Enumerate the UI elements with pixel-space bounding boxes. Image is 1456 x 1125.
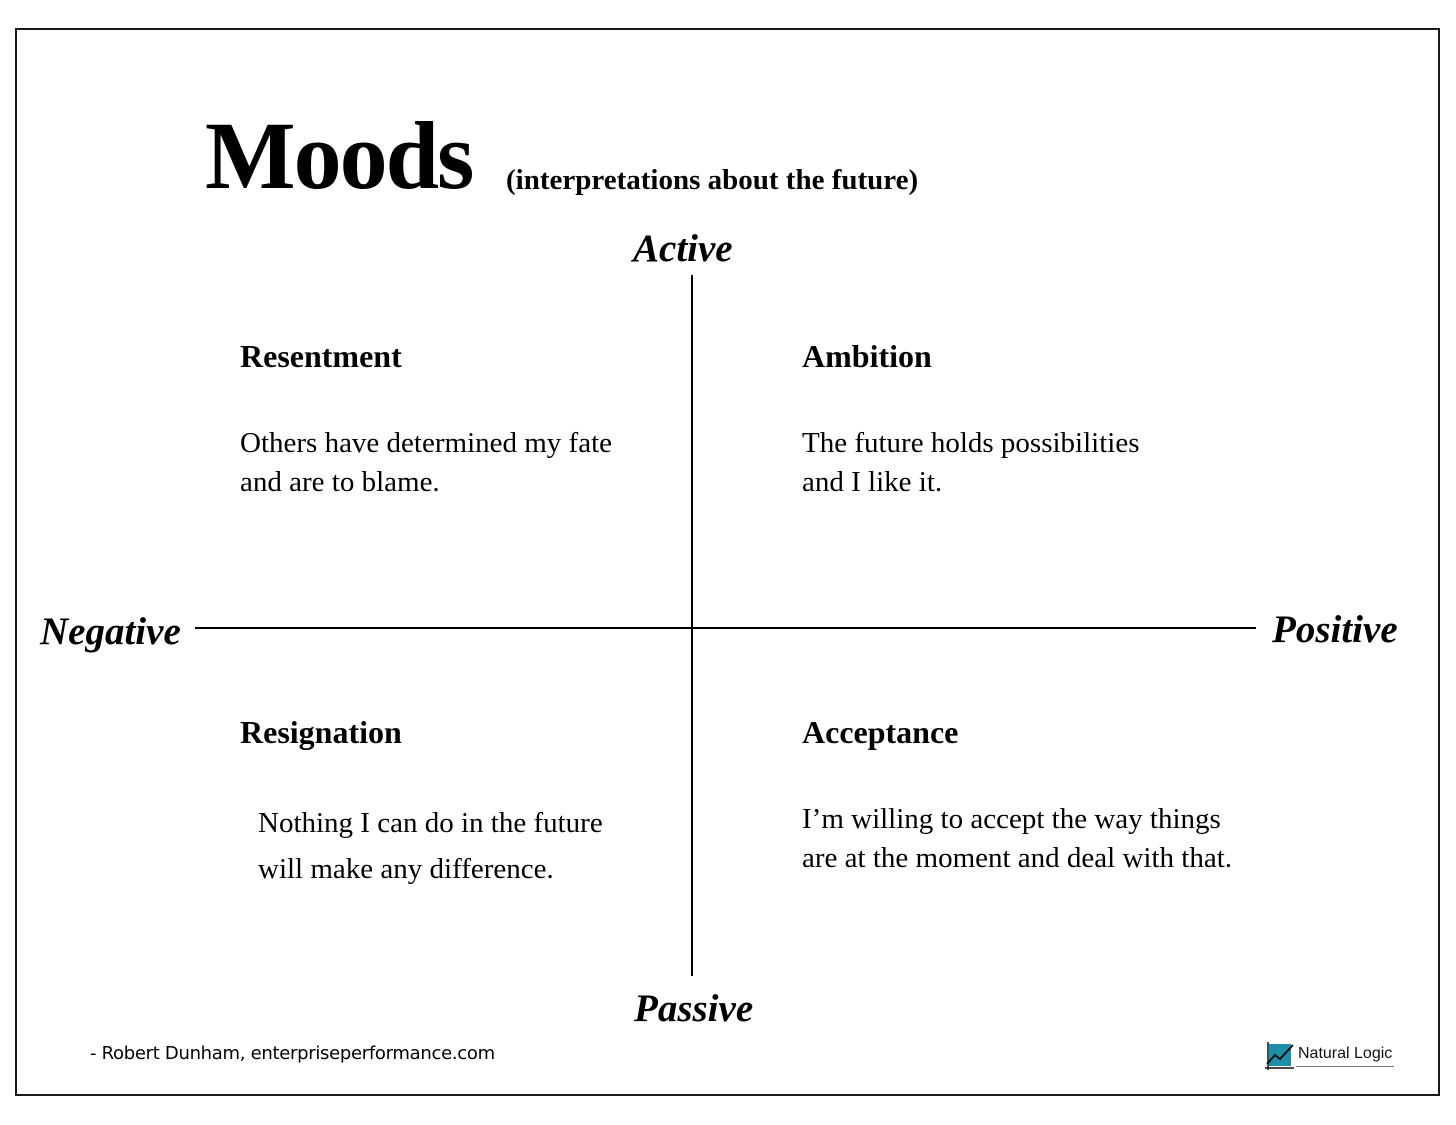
- chart-trend-icon: [1264, 1040, 1296, 1072]
- quadrant-text-line: I’m willing to accept the way things: [802, 803, 1221, 835]
- logo-underline: [1296, 1066, 1394, 1067]
- quadrant-ambition-title: Ambition: [802, 338, 932, 374]
- quadrant-resentment-text: [240, 424, 612, 502]
- natural-logic-logo: [1264, 1040, 1396, 1072]
- page-subtitle: (interpretations about the future): [506, 164, 919, 196]
- page-title: Moods: [205, 102, 473, 209]
- axis-label-active: Active: [633, 227, 733, 270]
- quadrant-resignation-text: [258, 800, 603, 892]
- author-credit: - Robert Dunham, enterpriseperformance.com: [90, 1043, 495, 1064]
- quadrant-ambition-text: [802, 424, 1140, 502]
- quadrant-text-line: Nothing I can do in the future: [258, 807, 603, 839]
- quadrant-text-line: and I like it.: [802, 466, 943, 498]
- quadrant-text-line: and are to blame.: [240, 466, 440, 498]
- logo-text: Natural Logic: [1298, 1045, 1393, 1062]
- quadrant-acceptance-title: Acceptance: [802, 714, 959, 750]
- quadrant-text-line: Others have determined my fate: [240, 427, 613, 459]
- quadrant-resignation-title: Resignation: [240, 714, 402, 750]
- quadrant-text-line: will make any difference.: [258, 853, 554, 885]
- axis-label-passive: Passive: [634, 987, 754, 1030]
- axis-label-negative: Negative: [40, 610, 181, 653]
- vertical-axis-line: [691, 275, 693, 976]
- quadrant-acceptance-text: [802, 800, 1232, 878]
- quadrant-text-line: The future holds possibilities: [802, 427, 1140, 459]
- axis-label-positive: Positive: [1272, 608, 1398, 651]
- quadrant-text-line: are at the moment and deal with that.: [802, 842, 1233, 874]
- horizontal-axis-line: [195, 627, 1256, 629]
- quadrant-resentment-title: Resentment: [240, 338, 402, 374]
